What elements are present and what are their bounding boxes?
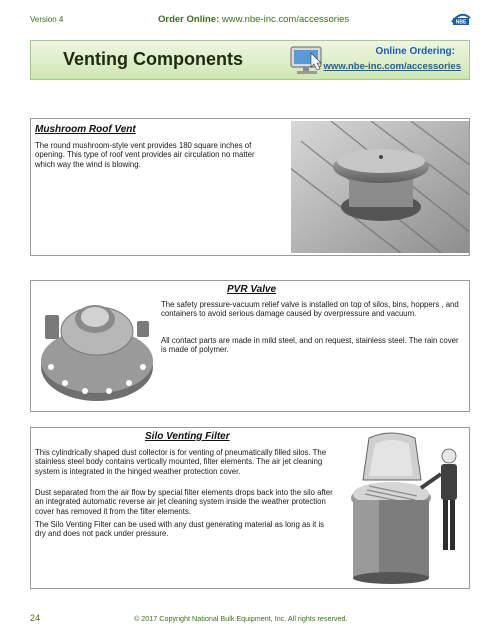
pvr-valve-panel bbox=[30, 280, 470, 412]
page-title: Venting Components bbox=[63, 49, 243, 69]
section-paragraph: The Silo Venting Filter can be used with any dust generating material as long as it is dry and does not pack under pressure. bbox=[35, 520, 325, 539]
section-heading: PVR Valve bbox=[227, 284, 277, 295]
mushroom-vent-panel bbox=[30, 118, 470, 256]
title-banner bbox=[30, 40, 470, 80]
mushroom-vent-photo bbox=[291, 121, 469, 253]
pvr-valve-photo bbox=[37, 285, 159, 409]
version-label: Version 4 bbox=[30, 15, 64, 24]
section-paragraph: The round mushroom-style vent provides 180 square inches of opening. This type of roof vent provides air circulation no matter which way the wind is blowing. bbox=[35, 141, 255, 169]
online-ordering-link[interactable]: www.nbe-inc.com/accessories bbox=[323, 61, 461, 72]
logo-text: NBE bbox=[455, 19, 467, 26]
online-ordering-label: Online Ordering: bbox=[375, 46, 455, 57]
order-online-label: Order Online: bbox=[158, 14, 220, 25]
order-online-url[interactable]: www.nbe-inc.com/accessories bbox=[221, 14, 350, 25]
nbe-logo bbox=[450, 8, 472, 28]
copyright-text: © 2017 Copyright National Bulk Equipment, Inc. All rights reserved. bbox=[134, 614, 348, 623]
silo-filter-photo bbox=[339, 430, 469, 588]
section-paragraph: All contact parts are made in mild steel, and on request, stainless steel. The rain cover is made of polymer. bbox=[161, 336, 459, 355]
order-online bbox=[158, 14, 349, 25]
section-paragraph: Dust separated from the air flow by special filter elements drops back into the silo after an integrated automatic reverse air jet cleaning system inside the weather protection cover has removed it from the filter elements. bbox=[35, 488, 333, 516]
page-number: 24 bbox=[30, 613, 41, 623]
section-heading: Silo Venting Filter bbox=[145, 431, 230, 442]
section-paragraph: The safety pressure-vacuum relief valve is installed on top of silos, bins, hoppers , and containers to avoid serious damage caused by overpressure and vacuum. bbox=[161, 300, 459, 319]
silo-filter-panel bbox=[30, 427, 470, 589]
section-paragraph: This cylindrically shaped dust collector is for venting of pneumatically filled silos. The stainless steel body contains vertically mounted, filter elements. The air jet cleaning system is integrated in the hinged weather protection cover. bbox=[35, 448, 327, 476]
section-heading: Mushroom Roof Vent bbox=[35, 124, 136, 135]
